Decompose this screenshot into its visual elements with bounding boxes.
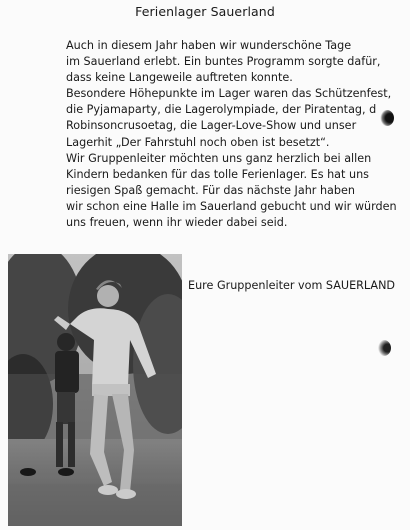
- body-line: uns freuen, wenn ihr wieder dabei seid.: [66, 216, 288, 230]
- body-line: Kindern bedanken für das tolle Ferienlager. Es hat uns: [66, 167, 369, 181]
- group-photo: [8, 254, 182, 526]
- body-line: Lagerhit „Der Fahrstuhl noch oben ist besetzt“.: [66, 135, 330, 149]
- body-line: Besondere Höhepunkte im Lager waren das Schützenfest,: [66, 87, 392, 101]
- body-line: Robinsoncrusoetag, die Lager-Love-Show und unser: [66, 119, 357, 133]
- body-line: im Sauerland erlebt. Ein buntes Programm sorgte dafür,: [66, 55, 381, 69]
- body-line: dass keine Langeweile auftreten konnte.: [66, 71, 293, 85]
- body-line: die Pyjamaparty, die Lagerolympiade, der Piratentag, d: [66, 103, 377, 117]
- body-line: Auch in diesem Jahr haben wir wunderschöne Tage: [66, 39, 352, 52]
- body-line: Wir Gruppenleiter möchten uns ganz herzlich bei allen: [66, 151, 372, 165]
- punch-hole: [377, 340, 391, 356]
- body-line: riesigen Spaß gemacht. Für das nächste Jahr haben: [66, 183, 355, 197]
- page-title: Ferienlager Sauerland: [135, 4, 275, 19]
- body-paragraph: [66, 38, 406, 231]
- punch-hole: [380, 110, 394, 126]
- signature-line: Eure Gruppenleiter vom SAUERLAND: [188, 279, 396, 292]
- body-line: wir schon eine Halle im Sauerland gebucht und wir würden: [66, 199, 397, 213]
